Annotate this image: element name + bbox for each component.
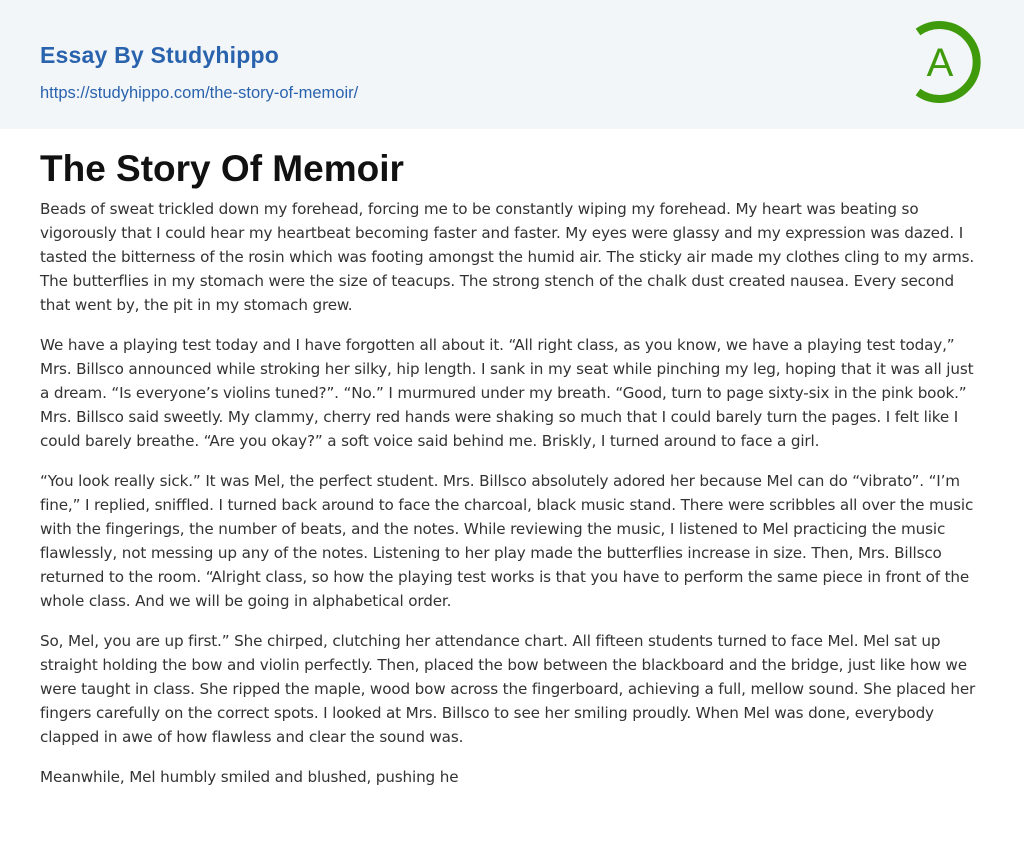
article bbox=[0, 147, 1024, 789]
studyhippo-logo-icon[interactable] bbox=[906, 18, 986, 106]
paragraph: We have a playing test today and I have forgotten all about it. “All right class, as you know, we have a playing test today,” Mrs. Billsco announced while stroking her silky, hip length. I sank in my seat while pinching my leg, hoping that it was all just a dream. “Is everyone’s violins tuned?”. “No.” I murmured under my breath. “Good, turn to page sixty-six in the pink book.” Mrs. Billsco said sweetly. My clammy, cherry red hands were shaking so much that I could barely turn the pages. I felt like I could barely breathe. “Are you okay?” a soft voice said behind me. Briskly, I turned around to face a girl. bbox=[40, 336, 974, 450]
svg-text:A: A bbox=[926, 41, 954, 85]
site-header bbox=[0, 0, 1024, 129]
paragraph: Meanwhile, Mel humbly smiled and blushed, pushing he bbox=[40, 768, 459, 786]
paragraph: Beads of sweat trickled down my forehead, forcing me to be constantly wiping my forehead. My heart was beating so vigorously that I could hear my heartbeat becoming faster and faster. My eyes were glassy and my expression was dazed. I tasted the bitterness of the rosin which was footing amongst the humid air. The sticky air made my clothes cling to my arms. The butterflies in my stomach were the size of teacups. The strong stench of the chalk dust created nausea. Every second that went by, the pit in my stomach grew. bbox=[40, 200, 975, 314]
paragraph: “You look really sick.” It was Mel, the perfect student. Mrs. Billsco absolutely adored her because Mel can do “vibrato”. “I’m fine,” I replied, sniffled. I turned back around to face the charcoal, black music stand. There were scribbles all over the music with the fingerings, the number of beats, and the notes. While reviewing the music, I listened to Mel practicing the music flawlessly, not messing up any of the notes. Listening to her play made the butterflies increase in size. Then, Mrs. Billsco returned to the room. “Alright class, so how the playing test works is that you have to perform the same piece in front of the whole class. And we will be going in alphabetical order. bbox=[40, 472, 974, 610]
paragraph: So, Mel, you are up first.” She chirped, clutching her attendance chart. All fifteen students turned to face Mel. Mel sat up straight holding the bow and violin perfectly. Then, placed the bow between the blackboard and the bridge, just like how we were taught in class. She ripped the maple, wood bow across the fingerboard, achieving a full, mellow sound. She placed her fingers carefully on the correct spots. I looked at Mrs. Billsco to see her smiling proudly. When Mel was done, everybody clapped in awe of how flawless and clear the sound was. bbox=[40, 632, 976, 746]
essay-url-link[interactable]: https://studyhippo.com/the-story-of-memoir/ bbox=[40, 84, 359, 102]
brand-title: Essay By Studyhippo bbox=[40, 42, 279, 68]
article-body bbox=[40, 197, 984, 789]
page-title: The Story Of Memoir bbox=[40, 148, 404, 189]
